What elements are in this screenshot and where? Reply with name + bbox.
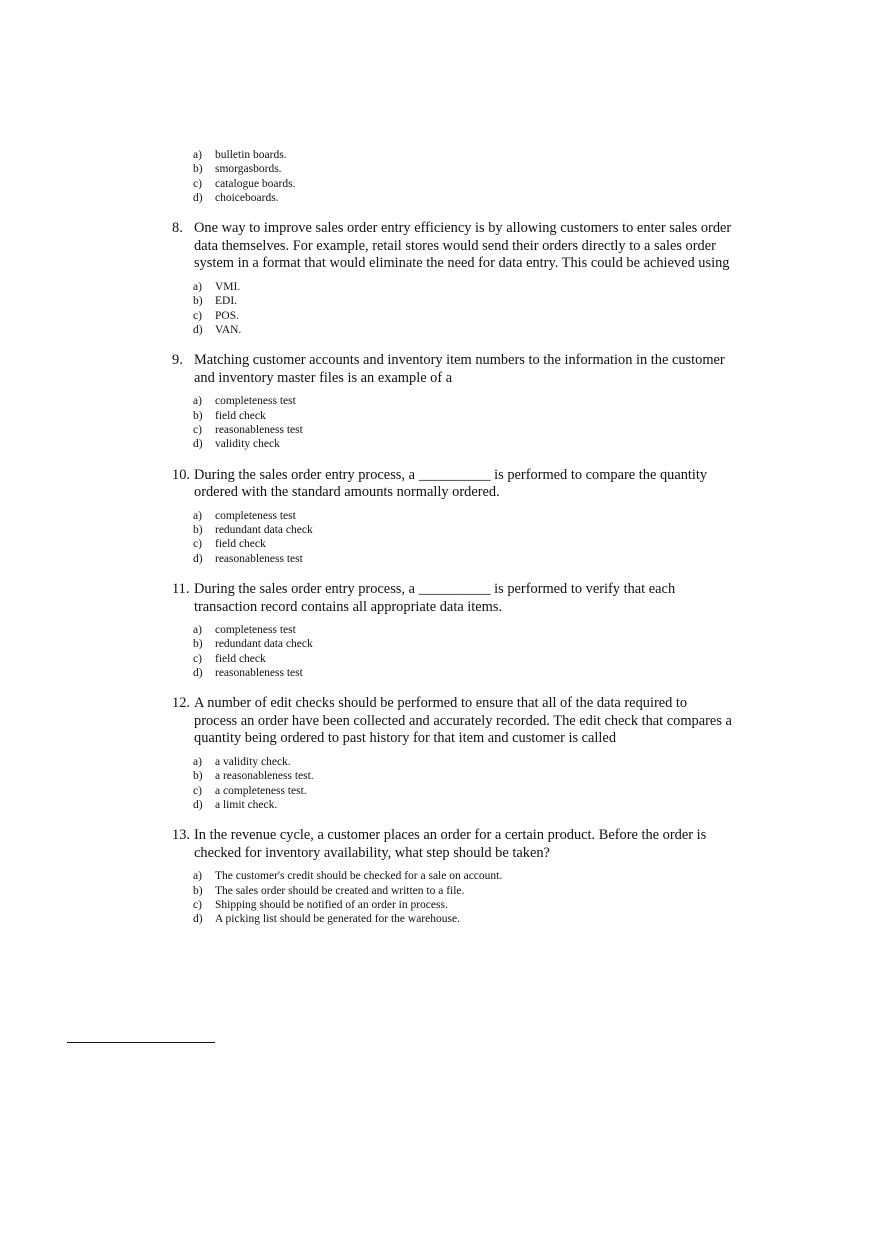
- question-9: [172, 352, 732, 387]
- option-text: a limit check.: [215, 798, 278, 811]
- option-letter: b): [193, 770, 203, 783]
- question-text: In the revenue cycle, a customer places an order for a certain product. Before the order is checked for inventory availability, what step should be taken?: [194, 827, 707, 861]
- question-list: [172, 148, 732, 927]
- question-10: [172, 467, 732, 502]
- option-letter: b): [193, 163, 203, 176]
- question-text: A number of edit checks should be performed to ensure that all of the data required to process an order have been collected and accurately recorded. The edit check that compares a quantity being ordered to past history for that item and customer is called: [194, 695, 732, 747]
- question-number: 9.: [172, 352, 183, 369]
- option-text: a completeness test.: [215, 784, 307, 797]
- option-letter: c): [193, 177, 202, 190]
- option-item: [172, 898, 732, 912]
- option-letter: a): [193, 149, 202, 161]
- question-text: During the sales order entry process, a __________ is performed to verify that each transaction record contains all appropriate data items.: [194, 580, 676, 615]
- question-11: [172, 581, 732, 616]
- option-text: reasonableness test: [215, 552, 303, 565]
- option-item: [172, 394, 732, 408]
- question-number: 13.: [172, 827, 190, 844]
- option-letter: a): [193, 870, 202, 883]
- question-number: 12.: [172, 695, 190, 712]
- option-text: POS.: [215, 309, 239, 322]
- option-text: The sales order should be created and written to a file.: [215, 884, 465, 897]
- option-letter: d): [193, 913, 203, 926]
- option-letter: a): [193, 509, 202, 522]
- option-letter: d): [193, 798, 203, 811]
- option-text: validity check: [215, 438, 280, 451]
- option-item: [172, 437, 732, 451]
- option-text: completeness test: [215, 624, 296, 637]
- footnote-separator-tick: [209, 1042, 215, 1043]
- option-letter: a): [193, 280, 202, 293]
- carryover-options: [172, 148, 732, 205]
- question-9-options: [172, 394, 732, 451]
- option-item: [172, 280, 732, 294]
- option-item: [172, 509, 732, 523]
- option-item: [172, 409, 732, 423]
- question-8-options: [172, 280, 732, 337]
- option-text: a validity check.: [215, 756, 291, 769]
- question-number: 11.: [172, 580, 190, 597]
- option-letter: a): [193, 624, 202, 637]
- option-letter: b): [193, 884, 203, 897]
- option-text: A picking list should be generated for the warehouse.: [215, 913, 460, 926]
- option-text: bulletin boards.: [215, 149, 287, 161]
- option-text: choiceboards.: [215, 191, 279, 204]
- question-text: One way to improve sales order entry efficiency is by allowing customers to enter sales order data themselves. For example, retail stores would send their orders directly to a sales order system in a format that would eliminate the need for data entry. This could be achieved using: [194, 220, 732, 272]
- option-text: smorgasbords.: [215, 163, 282, 176]
- option-text: VMI.: [215, 280, 241, 293]
- option-text: Shipping should be notified of an order in process.: [215, 899, 448, 912]
- question-13-options: [172, 869, 732, 926]
- option-letter: a): [193, 756, 202, 769]
- option-text: VAN.: [215, 323, 242, 336]
- option-item: [172, 148, 732, 162]
- option-letter: c): [193, 899, 202, 912]
- option-item: [172, 309, 732, 323]
- option-text: catalogue boards.: [215, 177, 296, 190]
- option-item: [172, 637, 732, 651]
- option-text: EDI.: [215, 295, 238, 308]
- question-13: [172, 827, 732, 862]
- option-letter: b): [193, 638, 203, 651]
- option-letter: a): [193, 395, 202, 408]
- option-item: [172, 884, 732, 898]
- option-item: [172, 552, 732, 566]
- option-item: [172, 537, 732, 551]
- footnote-separator: [67, 1042, 211, 1043]
- option-item: [172, 191, 732, 205]
- question-11-options: [172, 623, 732, 680]
- option-letter: c): [193, 423, 202, 436]
- option-item: [172, 294, 732, 308]
- question-text: Matching customer accounts and inventory item numbers to the information in the customer and inventory master files is an example of a: [194, 352, 725, 386]
- option-letter: c): [193, 538, 202, 551]
- option-item: [172, 869, 732, 883]
- question-12: [172, 695, 732, 748]
- option-item: [172, 523, 732, 537]
- option-text: The customer's credit should be checked for a sale on account.: [215, 870, 503, 883]
- option-letter: d): [193, 438, 203, 451]
- option-text: reasonableness test: [215, 423, 303, 436]
- option-text: field check: [215, 409, 266, 422]
- option-text: redundant data check: [215, 638, 313, 651]
- option-letter: b): [193, 524, 203, 537]
- question-text: During the sales order entry process, a __________ is performed to compare the quantity ordered with the standard amounts normally ordered.: [194, 466, 708, 501]
- option-item: [172, 323, 732, 337]
- option-item: [172, 177, 732, 191]
- question-12-options: [172, 755, 732, 812]
- option-item: [172, 652, 732, 666]
- option-letter: b): [193, 295, 203, 308]
- option-text: redundant data check: [215, 524, 313, 537]
- question-number: 8.: [172, 220, 183, 237]
- option-text: completeness test: [215, 509, 296, 522]
- option-item: [172, 784, 732, 798]
- option-letter: d): [193, 323, 203, 336]
- question-number: 10.: [172, 466, 190, 483]
- option-letter: b): [193, 409, 203, 422]
- option-item: [172, 798, 732, 812]
- option-item: [172, 423, 732, 437]
- option-item: [172, 755, 732, 769]
- option-letter: c): [193, 309, 202, 322]
- option-letter: d): [193, 666, 203, 679]
- option-text: reasonableness test: [215, 666, 303, 679]
- option-text: a reasonableness test.: [215, 770, 314, 783]
- option-text: field check: [215, 652, 266, 665]
- option-text: field check: [215, 538, 266, 551]
- option-item: [172, 623, 732, 637]
- option-item: [172, 666, 732, 680]
- option-letter: d): [193, 552, 203, 565]
- option-item: [172, 912, 732, 926]
- question-10-options: [172, 509, 732, 566]
- option-item: [172, 162, 732, 176]
- option-letter: c): [193, 784, 202, 797]
- option-item: [172, 769, 732, 783]
- question-8: [172, 220, 732, 273]
- option-letter: c): [193, 652, 202, 665]
- option-letter: d): [193, 191, 203, 204]
- option-text: completeness test: [215, 395, 296, 408]
